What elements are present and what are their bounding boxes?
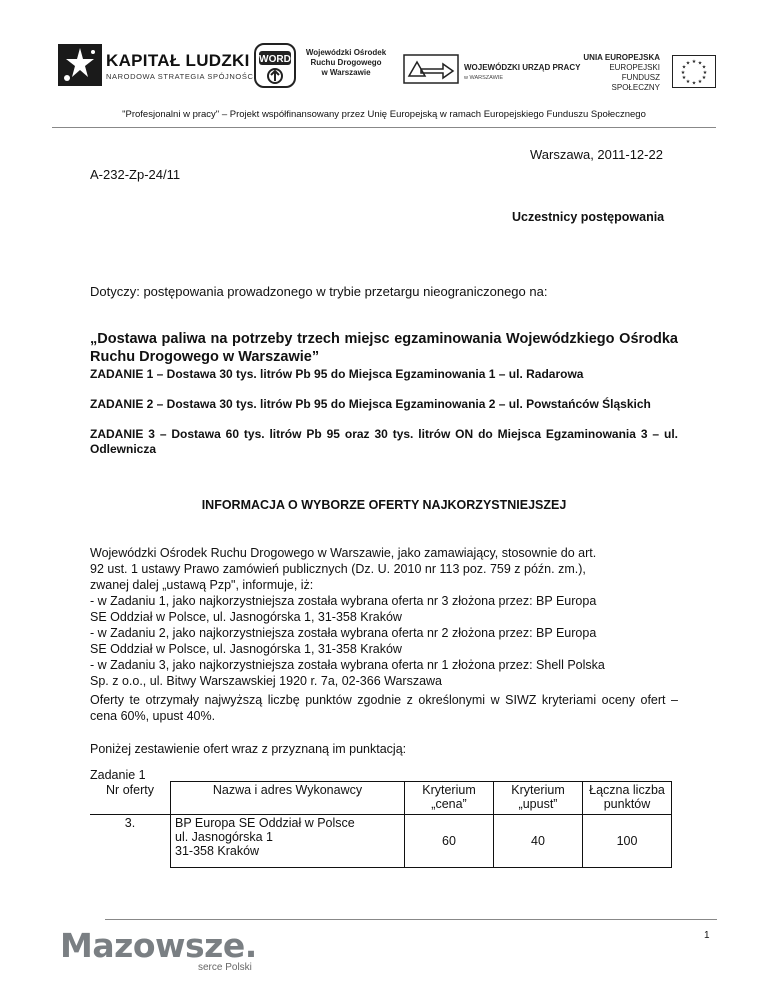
header-upust-line: Kryterium	[511, 783, 565, 797]
ue-name-line: UNIA EUROPEJSKA	[583, 53, 660, 62]
paragraph-line: - w Zadaniu 1, jako najkorzystniejsza została wybrana oferta nr 3 złożona przez: BP Europa	[90, 594, 597, 608]
cell-upust: 40	[494, 815, 583, 868]
ue-name-line: FUNDUSZ SPOŁECZNY	[611, 73, 660, 92]
mazowsze-brand: Mazowsze.	[60, 926, 257, 965]
paragraph-line: 92 ust. 1 ustawy Prawo zamówień publicznych (Dz. U. 2010 nr 113 poz. 759 z późn. zm.),	[90, 562, 586, 576]
header-total	[583, 782, 672, 815]
concern-line: Dotyczy: postępowania prowadzonego w trybie przetargu nieograniczonego na:	[90, 284, 548, 299]
paragraph-line: SE Oddział w Polsce, ul. Jasnogórska 1, 31-358 Kraków	[90, 610, 402, 624]
svg-text:★: ★	[697, 60, 703, 67]
svg-text:★: ★	[701, 64, 707, 71]
paragraph-line: SE Oddział w Polsce, ul. Jasnogórska 1, 31-358 Kraków	[90, 642, 402, 656]
mazowsze-subtitle: serce Polski	[198, 962, 252, 973]
kapital-ludzki-subtitle: NARODOWA STRATEGIA SPÓJNOŚCI	[106, 72, 257, 81]
word-name-line: Ruchu Drogowego	[310, 58, 382, 67]
kapital-ludzki-logo-icon	[58, 44, 102, 86]
footer-divider	[105, 919, 717, 920]
wup-name: WOJEWÓDZKI URZĄD PRACY	[464, 63, 581, 72]
paragraph-line: zwanej dalej „ustawą Pzp", informuje, iż:	[90, 578, 314, 592]
svg-text:★: ★	[685, 60, 691, 67]
svg-text:★: ★	[681, 64, 687, 71]
task-1: ZADANIE 1 – Dostawa 30 tys. litrów Pb 95 do Miejsca Egzaminowania 1 – ul. Radarowa	[90, 367, 584, 381]
word-name	[300, 48, 392, 78]
svg-text:★: ★	[697, 79, 703, 85]
cell-nr: 3.	[90, 815, 171, 868]
svg-text:★: ★	[702, 70, 708, 76]
svg-text:★: ★	[681, 75, 687, 81]
reference-number: A-232-Zp-24/11	[90, 167, 181, 182]
paragraph-line: - w Zadaniu 2, jako najkorzystniejsza została wybrana oferta nr 2 złożona przez: BP Europa	[90, 626, 597, 640]
recipient: Uczestnicy postępowania	[512, 210, 665, 224]
paragraph-line: Wojewódzki Ośrodek Ruchu Drogowego w Warszawie, jako zamawiający, stosownie do art.	[90, 546, 597, 560]
decision-paragraph	[90, 545, 678, 689]
project-note: "Profesjonalni w pracy" – Projekt współfinansowany przez Unię Europejską w ramach Europejskiego Funduszu Społecznego	[122, 109, 646, 120]
criteria-paragraph: Oferty te otrzymały najwyższą liczbę punktów zgodnie z określonymi w SIWZ kryteriami oceny ofert – cena 60%, upust 40%.	[90, 693, 678, 723]
svg-text:★: ★	[701, 75, 707, 81]
header-cena-line: Kryterium	[422, 783, 476, 797]
paragraph-line: - w Zadaniu 3, jako najkorzystniejsza została wybrana oferta nr 1 złożona przez: Shell Polska	[90, 658, 605, 672]
cell-cena: 60	[405, 815, 494, 868]
paragraph-line: Sp. z o.o., ul. Bitwy Warszawskiej 1920 r. 7a, 02-366 Warszawa	[90, 674, 442, 688]
task-3: ZADANIE 3 – Dostawa 60 tys. litrów Pb 95 oraz 30 tys. litrów ON do Miejsca Egzaminowania 3 – ul. Odlewnicza	[90, 427, 678, 456]
offers-table	[90, 781, 672, 868]
svg-text:★: ★	[691, 59, 697, 65]
table-caption: Zadanie 1	[90, 768, 146, 782]
header-upust	[494, 782, 583, 815]
eu-flag-icon	[672, 55, 716, 88]
header-cena	[405, 782, 494, 815]
letter-date: Warszawa, 2011-12-22	[530, 147, 663, 162]
cell-name	[171, 815, 405, 868]
table-header-row	[90, 782, 672, 815]
header-total-line: punktów	[603, 797, 651, 811]
mazowsze-logo	[60, 926, 257, 965]
ue-name	[580, 53, 660, 93]
word-logo-icon	[254, 43, 296, 88]
header-cena-line: „cena”	[431, 797, 467, 811]
header-total-line: Łączna liczba	[589, 783, 665, 797]
tender-title: „Dostawa paliwa na potrzeby trzech miejsc egzaminowania Wojewódzkiego Ośrodka Ruchu Drogowego w Warszawie”	[90, 331, 678, 365]
ue-name-line: EUROPEJSKI	[609, 63, 660, 72]
word-name-line: Wojewódzki Ośrodek	[305, 48, 387, 57]
cell-name-line: 31-358 Kraków	[175, 844, 260, 858]
cell-total: 100	[583, 815, 672, 868]
word-logo-text: WORD	[259, 54, 291, 65]
word-name-line: w Warszawie	[321, 68, 371, 77]
wup-logo-icon	[403, 54, 459, 84]
wup-subtitle: w WARSZAWIE	[464, 75, 504, 81]
svg-text:★: ★	[680, 70, 686, 76]
task-2: ZADANIE 2 – Dostawa 30 tys. litrów Pb 95 do Miejsca Egzaminowania 2 – ul. Powstańców Śląskich	[90, 397, 651, 411]
cell-name-line: ul. Jasnogórska 1	[175, 830, 273, 844]
kapital-ludzki-title: KAPITAŁ LUDZKI	[106, 51, 250, 70]
header-nr: Nr oferty	[106, 782, 154, 797]
svg-text:★: ★	[685, 79, 691, 85]
svg-text:★: ★	[691, 80, 697, 87]
table-row	[90, 815, 672, 868]
header-upust-line: „upust”	[518, 797, 558, 811]
summary-intro: Poniżej zestawienie ofert wraz z przyznaną im punktacją:	[90, 742, 407, 756]
info-heading: INFORMACJA O WYBORZE OFERTY NAJKORZYSTNIEJSZEJ	[201, 498, 567, 512]
cell-name-line: BP Europa SE Oddział w Polsce	[175, 816, 355, 830]
page-number: 1	[704, 930, 710, 941]
header-name: Nazwa i adres Wykonawcy	[171, 782, 405, 815]
header-divider	[52, 127, 716, 128]
